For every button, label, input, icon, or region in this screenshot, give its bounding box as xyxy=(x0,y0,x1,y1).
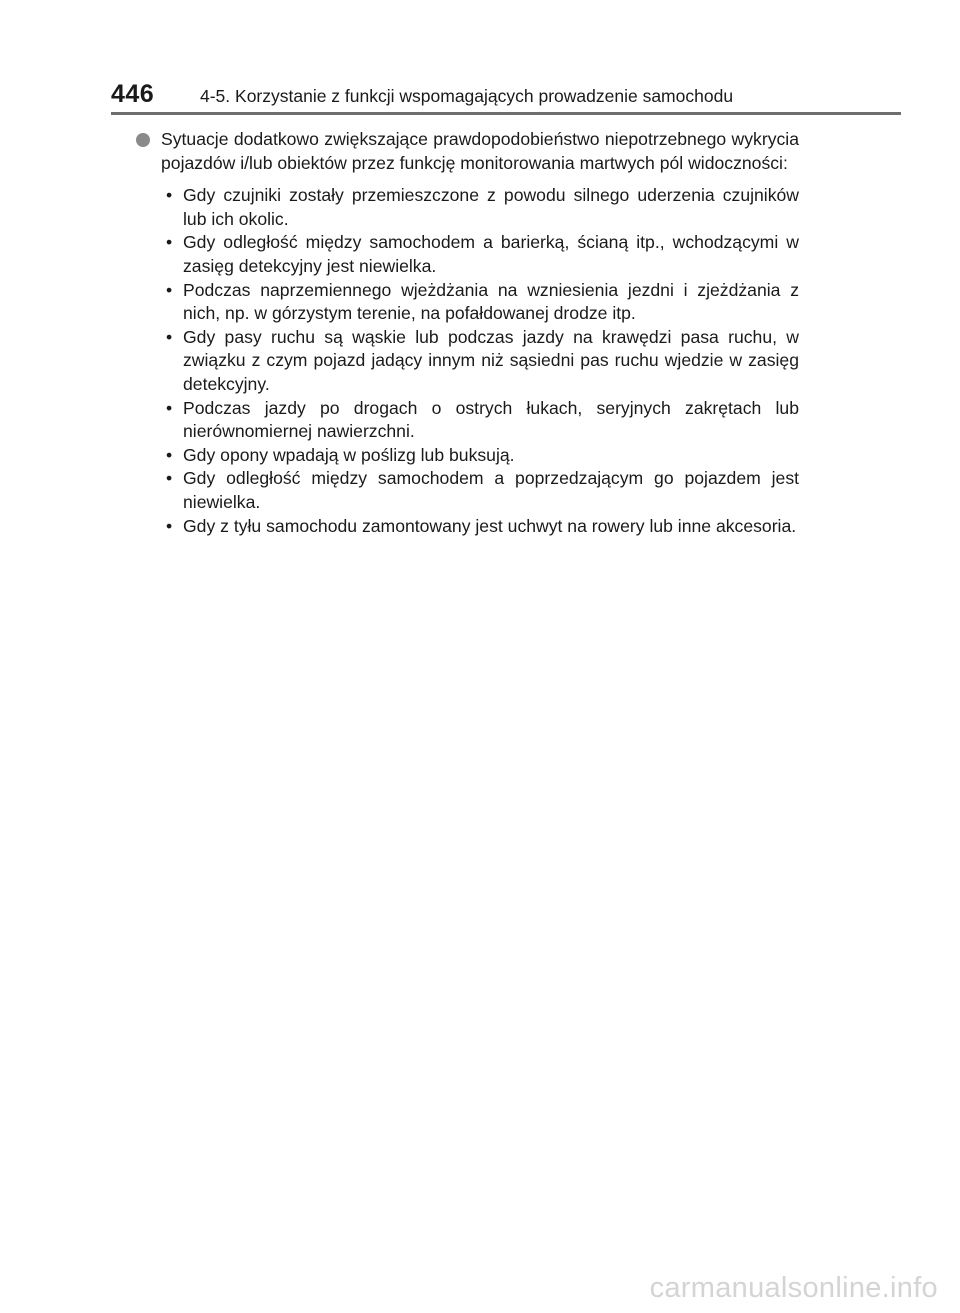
list-item-text: Gdy odległość między samochodem a barierką, ścianą itp., wchodzącymi w zasięg detekcyjny jest niewielka. xyxy=(183,232,799,276)
list-item-text: Gdy opony wpadają w poślizg lub buksują. xyxy=(183,444,515,465)
bullet-mark: • xyxy=(166,515,173,536)
page-number: 446 xyxy=(111,80,155,108)
bullet-mark: • xyxy=(166,326,173,347)
bullet-mark: • xyxy=(166,468,173,489)
header-divider xyxy=(111,112,901,115)
list-item-text: Gdy z tyłu samochodu zamontowany jest uchwyt na rowery lub inne akcesoria. xyxy=(183,515,797,536)
list-item xyxy=(161,184,799,231)
intro-text: Sytuacje dodatkowo zwiększające prawdopodobieństwo niepotrzebnego wykrycia pojazdów i/lub obiektów przez funkcję monitorowania martwych pól widoczności: xyxy=(161,129,799,173)
page-header xyxy=(111,78,901,112)
main-content xyxy=(161,128,799,538)
list-item-text: Podczas jazdy po drogach o ostrych łukach, seryjnych zakrętach lub nierównomiernej nawierzchni. xyxy=(183,397,799,442)
bullet-mark: • xyxy=(166,444,173,465)
list-item xyxy=(161,231,799,278)
list-item-text: Gdy pasy ruchu są wąskie lub podczas jazdy na krawędzi pasa ruchu, w związku z czym pojazd jadący innym niż sąsiedni pas ruchu wjedzie w zasięg detekcyjny. xyxy=(183,326,799,394)
list-item-text: Gdy czujniki zostały przemieszczone z powodu silnego uderzenia czujników lub ich okolic. xyxy=(183,185,799,229)
section-title: 4-5. Korzystanie z funkcji wspomagających prowadzenie samochodu xyxy=(200,86,734,106)
list-item xyxy=(161,326,799,397)
bullet-mark: • xyxy=(166,232,173,253)
bullet-mark: • xyxy=(166,397,173,418)
bullet-mark: • xyxy=(166,185,173,206)
list-item xyxy=(161,397,799,444)
circle-bullet-icon xyxy=(136,133,150,147)
bullet-mark: • xyxy=(166,279,173,300)
conditions-list xyxy=(161,184,799,538)
list-item-text: Podczas naprzemiennego wjeżdżania na wzniesienia jezdni i zjeżdżania z nich, np. w górzystym terenie, na pofałdowanej drodze itp. xyxy=(183,279,799,324)
list-item xyxy=(161,467,799,514)
watermark: carmanualsonline.info xyxy=(649,1272,938,1304)
list-item xyxy=(161,444,799,468)
intro-paragraph xyxy=(161,128,799,175)
list-item-text: Gdy odległość między samochodem a poprzedzającym go pojazdem jest niewielka. xyxy=(183,468,799,512)
list-item xyxy=(161,515,799,539)
list-item xyxy=(161,279,799,326)
